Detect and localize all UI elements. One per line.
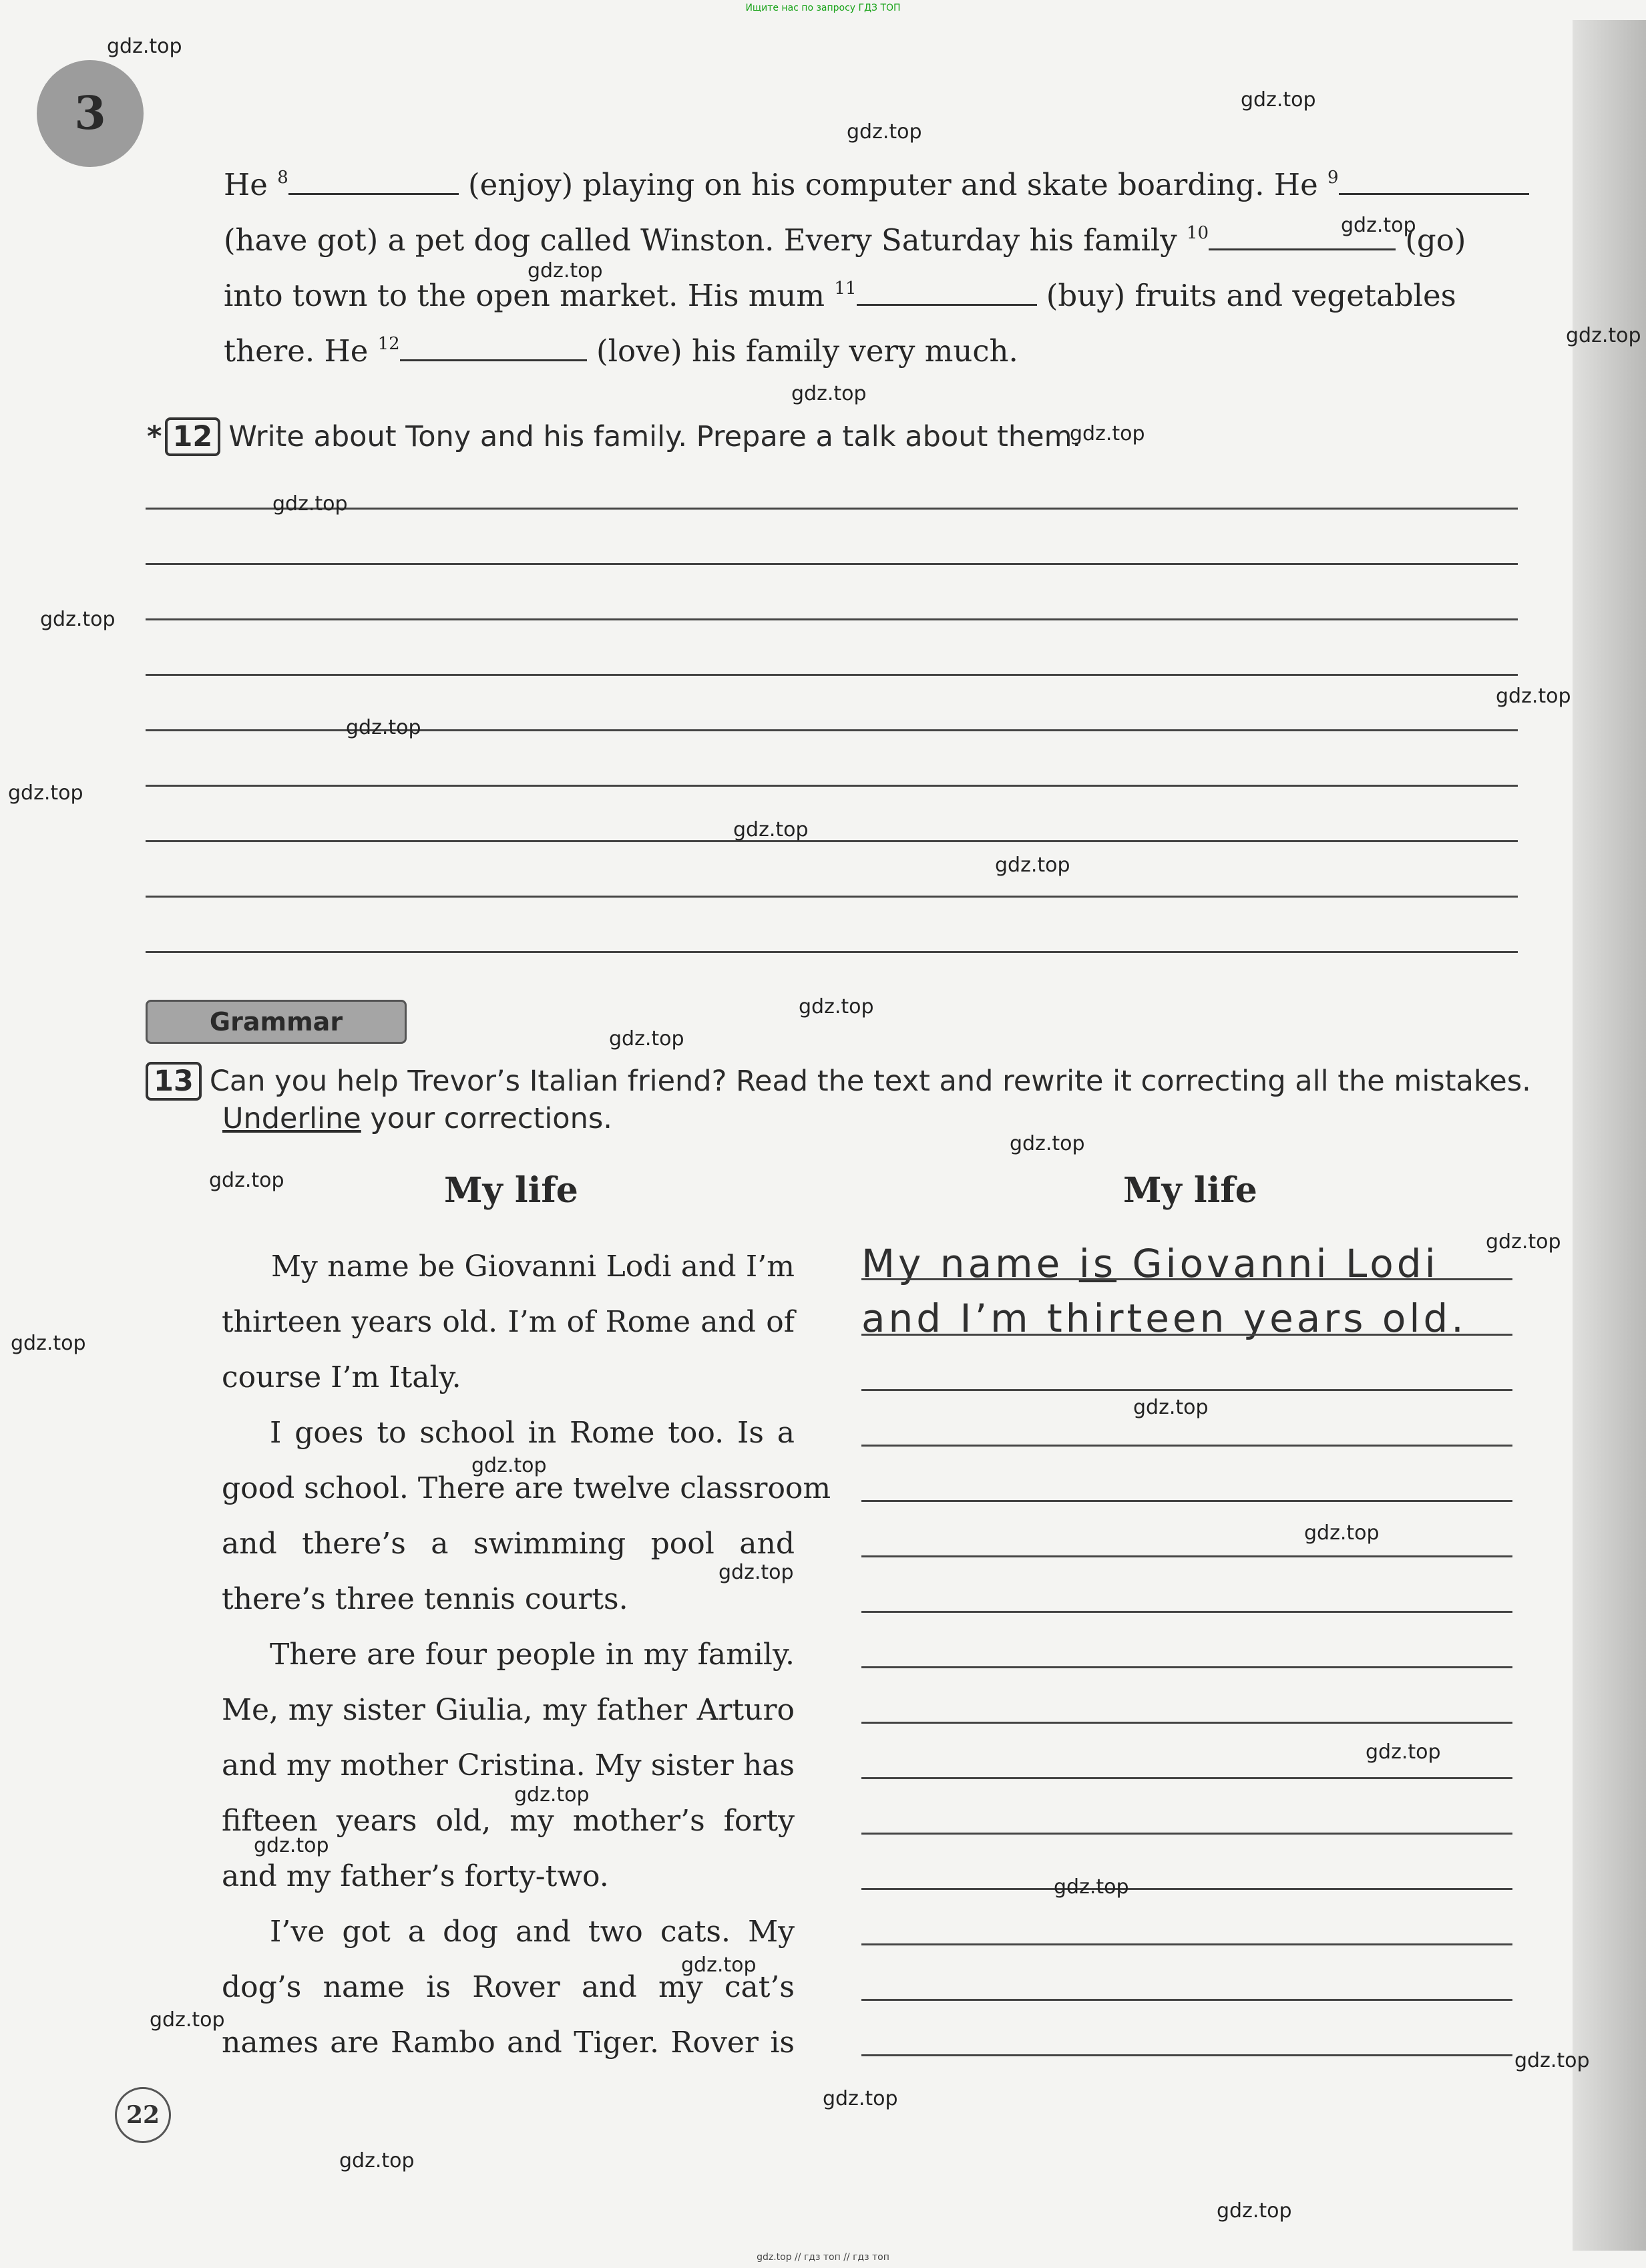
- watermark: gdz.top: [718, 1561, 794, 1584]
- page-number: 22: [115, 2087, 171, 2143]
- watermark: gdz.top: [847, 120, 922, 144]
- watermark: gdz.top: [1133, 1396, 1209, 1419]
- watermark: gdz.top: [1217, 2199, 1292, 2223]
- watermark: gdz.top: [1304, 1521, 1380, 1545]
- underline-word: Underline: [222, 1102, 361, 1135]
- gap-number-10: 10: [1186, 223, 1209, 243]
- watermark: gdz.top: [254, 1834, 329, 1857]
- story-line: My name be Giovanni Lodi and I’m: [271, 1250, 795, 1284]
- answer-line[interactable]: [861, 1722, 1512, 1724]
- answer-line[interactable]: [861, 1888, 1512, 1890]
- watermark: gdz.top: [609, 1027, 684, 1051]
- story-line: and my mother Cristina. My sister has: [222, 1748, 795, 1782]
- story-heading: My life: [444, 1170, 578, 1211]
- header-note: Ищите нас по запросу ГДЗ ТОП: [745, 3, 901, 13]
- watermark: gdz.top: [1341, 214, 1416, 237]
- handwritten-answer-line-2: and I’m thirteen years old.: [861, 1296, 1467, 1341]
- task-number-13: 13: [146, 1062, 202, 1101]
- watermark: gdz.top: [471, 1454, 547, 1477]
- footer-note: gdz.top // гдз топ // гдз топ: [757, 2252, 889, 2263]
- story-line: I’ve got a dog and two cats. My: [270, 1915, 795, 1949]
- story-line: There are four people in my family.: [270, 1638, 795, 1672]
- answer-line[interactable]: [861, 1278, 1512, 1280]
- answer-line[interactable]: [861, 1555, 1512, 1557]
- gap-11-blank[interactable]: [857, 277, 1037, 306]
- watermark: gdz.top: [528, 259, 603, 282]
- writing-line[interactable]: [146, 674, 1518, 676]
- watermark: gdz.top: [1070, 422, 1145, 445]
- story-line: course I’m Italy.: [222, 1360, 461, 1394]
- story-line: and my father’s forty-two.: [222, 1859, 609, 1893]
- watermark: gdz.top: [1496, 685, 1571, 708]
- writing-line[interactable]: [146, 951, 1518, 953]
- answer-line[interactable]: [861, 1943, 1512, 1945]
- unit-badge: 3: [37, 60, 144, 167]
- story-line: Me, my sister Giulia, my father Arturo: [222, 1693, 795, 1727]
- watermark: gdz.top: [823, 2087, 898, 2110]
- watermark: gdz.top: [272, 492, 348, 516]
- text-line-4: there. He $^{12}$ (love) his family very much.: [224, 333, 1018, 369]
- star-marker: *: [147, 420, 162, 453]
- answer-line[interactable]: [861, 1445, 1512, 1447]
- text-line-2: (have got) a pet dog called Winston. Every Saturday his family $^{10}$ (go): [224, 222, 1466, 258]
- handwritten-answer-line-1: My name is Giovanni Lodi: [861, 1241, 1439, 1286]
- writing-line[interactable]: [146, 785, 1518, 787]
- watermark: gdz.top: [11, 1332, 86, 1355]
- answer-line[interactable]: [861, 1334, 1512, 1336]
- answer-line[interactable]: [861, 1999, 1512, 2001]
- story-line: and there’s a swimming pool and: [222, 1527, 795, 1561]
- writing-line[interactable]: [146, 840, 1518, 842]
- task-number-12: 12: [165, 417, 221, 456]
- story-line: names are Rambo and Tiger. Rover is: [222, 2026, 795, 2060]
- grammar-section-label: Grammar: [146, 1000, 407, 1044]
- gap-number-12: 12: [377, 334, 400, 354]
- watermark: gdz.top: [733, 818, 809, 841]
- watermark: gdz.top: [514, 1783, 590, 1807]
- answer-line[interactable]: [861, 1666, 1512, 1668]
- watermark: gdz.top: [346, 716, 421, 739]
- watermark: gdz.top: [799, 995, 874, 1018]
- text-line-1: He $^8$ (enjoy) playing on his computer and skate boarding. He $^9$: [224, 157, 1519, 212]
- gap-number-9: 9: [1327, 168, 1339, 188]
- answer-line[interactable]: [861, 1611, 1512, 1613]
- task-12-text: Write about Tony and his family. Prepare a talk about them.: [228, 420, 1082, 453]
- story-line: dog’s name is Rover and my cat’s: [222, 1970, 795, 2004]
- watermark: gdz.top: [209, 1169, 284, 1192]
- story-line: thirteen years old. I’m of Rome and of: [222, 1305, 795, 1339]
- watermark: gdz.top: [1366, 1740, 1441, 1764]
- watermark: gdz.top: [995, 854, 1070, 877]
- watermark: gdz.top: [1514, 2049, 1590, 2072]
- watermark: gdz.top: [1566, 324, 1641, 347]
- watermark: gdz.top: [1241, 88, 1316, 112]
- handwritten-correction: is: [1078, 1241, 1117, 1286]
- gap-12-blank[interactable]: [400, 333, 587, 361]
- writing-line[interactable]: [146, 508, 1518, 510]
- answer-line[interactable]: [861, 1389, 1512, 1391]
- watermark: gdz.top: [681, 1953, 757, 1977]
- answer-line[interactable]: [861, 1500, 1512, 1502]
- task-13-text-line-1: Can you help Trevor’s Italian friend? Read the text and rewrite it correcting all the mistakes.: [209, 1065, 1531, 1098]
- writing-line[interactable]: [146, 896, 1518, 898]
- story-line: I goes to school in Rome too. Is a: [270, 1416, 795, 1450]
- answer-heading: My life: [1123, 1170, 1257, 1211]
- watermark: gdz.top: [791, 382, 867, 405]
- task-12-instruction: [147, 417, 1081, 456]
- page-edge-shadow: [1573, 20, 1646, 2251]
- writing-line[interactable]: [146, 563, 1518, 565]
- answer-line[interactable]: [861, 1833, 1512, 1835]
- story-text: [222, 1239, 831, 2070]
- task-13-instruction: [146, 1062, 1531, 1135]
- text-continuation: [224, 157, 1519, 379]
- gap-8-blank[interactable]: [288, 166, 459, 195]
- writing-line[interactable]: [146, 618, 1518, 620]
- watermark: gdz.top: [40, 608, 116, 631]
- watermark: gdz.top: [1010, 1132, 1085, 1155]
- task-13-text-line-2: your corrections.: [361, 1102, 612, 1135]
- story-line: fifteen years old, my mother’s forty: [222, 1804, 795, 1838]
- watermark: gdz.top: [150, 2008, 225, 2032]
- story-line: there’s three tennis courts.: [222, 1582, 628, 1616]
- watermark: gdz.top: [8, 781, 83, 805]
- watermark: gdz.top: [1054, 1875, 1129, 1899]
- answer-line[interactable]: [861, 1777, 1512, 1779]
- watermark: gdz.top: [107, 35, 182, 58]
- watermark: gdz.top: [339, 2149, 415, 2172]
- gap-number-8: 8: [277, 168, 288, 188]
- story-line: good school. There are twelve classroom: [222, 1471, 831, 1505]
- gap-9-blank[interactable]: [1339, 166, 1529, 195]
- answer-line[interactable]: [861, 2054, 1512, 2056]
- text-line-3: into town to the open market. His mum $^{11}$ (buy) fruits and vegetables: [224, 278, 1456, 313]
- watermark: gdz.top: [1486, 1230, 1561, 1254]
- gap-number-11: 11: [834, 278, 857, 299]
